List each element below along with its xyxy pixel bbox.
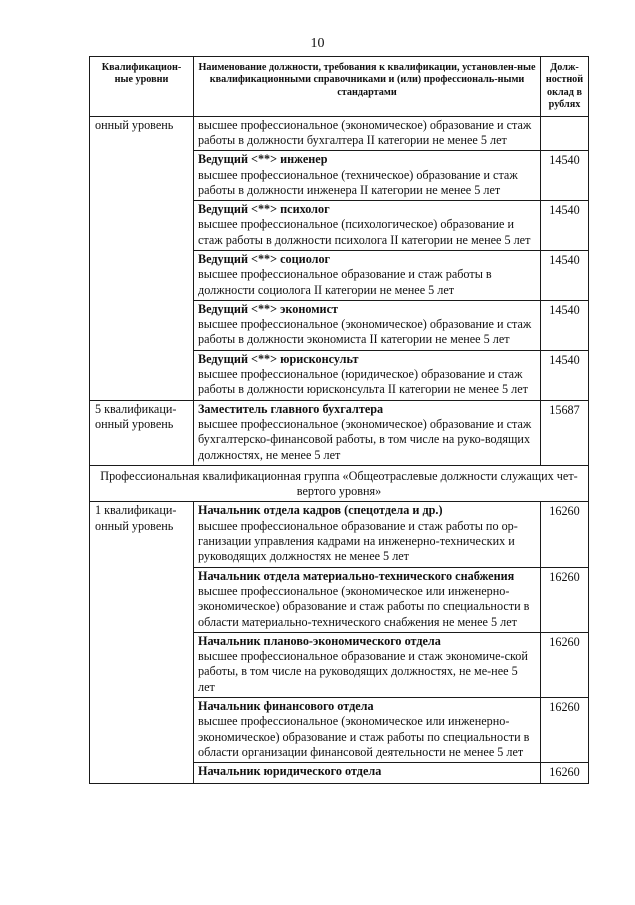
- position-cell: [194, 763, 541, 783]
- position-cell: [194, 400, 541, 465]
- position-requirements: высшее профессиональное образование и стаж работы по ор-ганизации управления кадрами на инженерно-технических и руководящих должностях не менее 5 лет: [198, 518, 518, 564]
- position-title: Начальник юридического отдела: [198, 764, 382, 779]
- position-cell: [194, 632, 541, 697]
- position-title: Начальник отдела материально-технического снабжения: [198, 568, 515, 583]
- salary-value: 14540: [541, 300, 589, 350]
- position-title: Ведущий <**> юрисконсульт: [198, 351, 359, 366]
- position-requirements: высшее профессиональное (психологическое) образование и стаж работы в должности психолога II категории не менее 5 лет: [198, 217, 531, 247]
- qualification-level: 5 квалификаци-онный уровень: [90, 400, 194, 465]
- page-number: 10: [310, 36, 325, 51]
- qualification-group-row: [90, 465, 589, 502]
- salary-value: 14540: [541, 350, 589, 400]
- position-title: Ведущий <**> инженер: [198, 152, 328, 167]
- position-title: Начальник финансового отдела: [198, 699, 374, 714]
- header-description: Наименование должности, требования к квалификации, установлен-ные квалификационными справочниками и (или) профессиональ-ными стандартами: [194, 57, 541, 117]
- position-requirements: высшее профессиональное образование и стаж экономиче-ской работы, в том числе на руководящих должностях, не ме-нее 5 лет: [198, 649, 528, 694]
- salary-value: 14540: [541, 201, 589, 251]
- position-cell: [194, 201, 541, 251]
- position-title: Заместитель главного бухгалтера: [198, 401, 384, 416]
- salary-value: 16260: [541, 763, 589, 783]
- position-requirements: высшее профессиональное (техническое) образование и стаж работы в должности инженера II категории не менее 5 лет: [198, 167, 518, 197]
- salary-value: 16260: [541, 567, 589, 632]
- salary-value: [541, 116, 589, 151]
- position-requirements: высшее профессиональное образование и стаж работы в должности социолога II категории не менее 5 лет: [198, 267, 492, 297]
- position-cell: [194, 251, 541, 301]
- salary-value: 14540: [541, 151, 589, 201]
- position-requirements: высшее профессиональное (экономическое или инженерно-экономическое) образование и стаж работы по специальности в области материально-технического снабжения не менее 5 лет: [198, 583, 530, 629]
- position-cell: [194, 300, 541, 350]
- position-requirements: высшее профессиональное (экономическое) образование и стаж бухгалтерско-финансовой работы, в том числе на руко-водящих должностях, не менее 5 лет: [198, 416, 532, 462]
- header-salary: Долж-ностной оклад в рублях: [541, 57, 589, 117]
- position-requirements: высшее профессиональное (юридическое) образование и стаж работы в должности юрисконсульта II категории не менее 5 лет: [198, 367, 528, 397]
- table-row: [90, 400, 589, 465]
- salary-value: 16260: [541, 698, 589, 763]
- position-cell: [194, 567, 541, 632]
- position-cell: [194, 502, 541, 567]
- position-cell: [194, 698, 541, 763]
- position-cell: [194, 151, 541, 201]
- position-title: Начальник планово-экономического отдела: [198, 633, 441, 648]
- position-cell: [194, 350, 541, 400]
- salary-value: 16260: [541, 502, 589, 567]
- header-level: Квалификацион-ные уровни: [90, 57, 194, 117]
- position-requirements: высшее профессиональное (экономическое или инженерно-экономическое) образование и стаж работы по специальности в области организации финансовой деятельности не менее 5 лет: [198, 714, 530, 759]
- salary-value: 14540: [541, 251, 589, 301]
- position-title: Начальник отдела кадров (спецотдела и др.): [198, 503, 443, 518]
- position-cell: [194, 116, 541, 151]
- qualification-group-title: Профессиональная квалификационная группа «Общеотраслевые должности служащих чет-вертого уровня»: [90, 465, 589, 502]
- salary-value: 16260: [541, 632, 589, 697]
- qualification-level: 1 квалификаци-онный уровень: [90, 502, 194, 783]
- salary-value: 15687: [541, 400, 589, 465]
- table-body: [90, 116, 589, 783]
- table-row: [90, 502, 589, 567]
- qualification-table: [89, 56, 589, 784]
- table-header-row: [90, 57, 589, 117]
- position-requirements: высшее профессиональное (экономическое) образование и стаж работы в должности бухгалтера II категории не менее 5 лет: [198, 117, 532, 147]
- qualification-level: онный уровень: [90, 116, 194, 400]
- table-row: [90, 116, 589, 151]
- position-title: Ведущий <**> экономист: [198, 301, 338, 316]
- position-title: Ведущий <**> психолог: [198, 202, 330, 217]
- position-title: Ведущий <**> социолог: [198, 252, 331, 266]
- position-requirements: высшее профессиональное (экономическое) образование и стаж работы в должности экономиста II категории не менее 5 лет: [198, 317, 532, 347]
